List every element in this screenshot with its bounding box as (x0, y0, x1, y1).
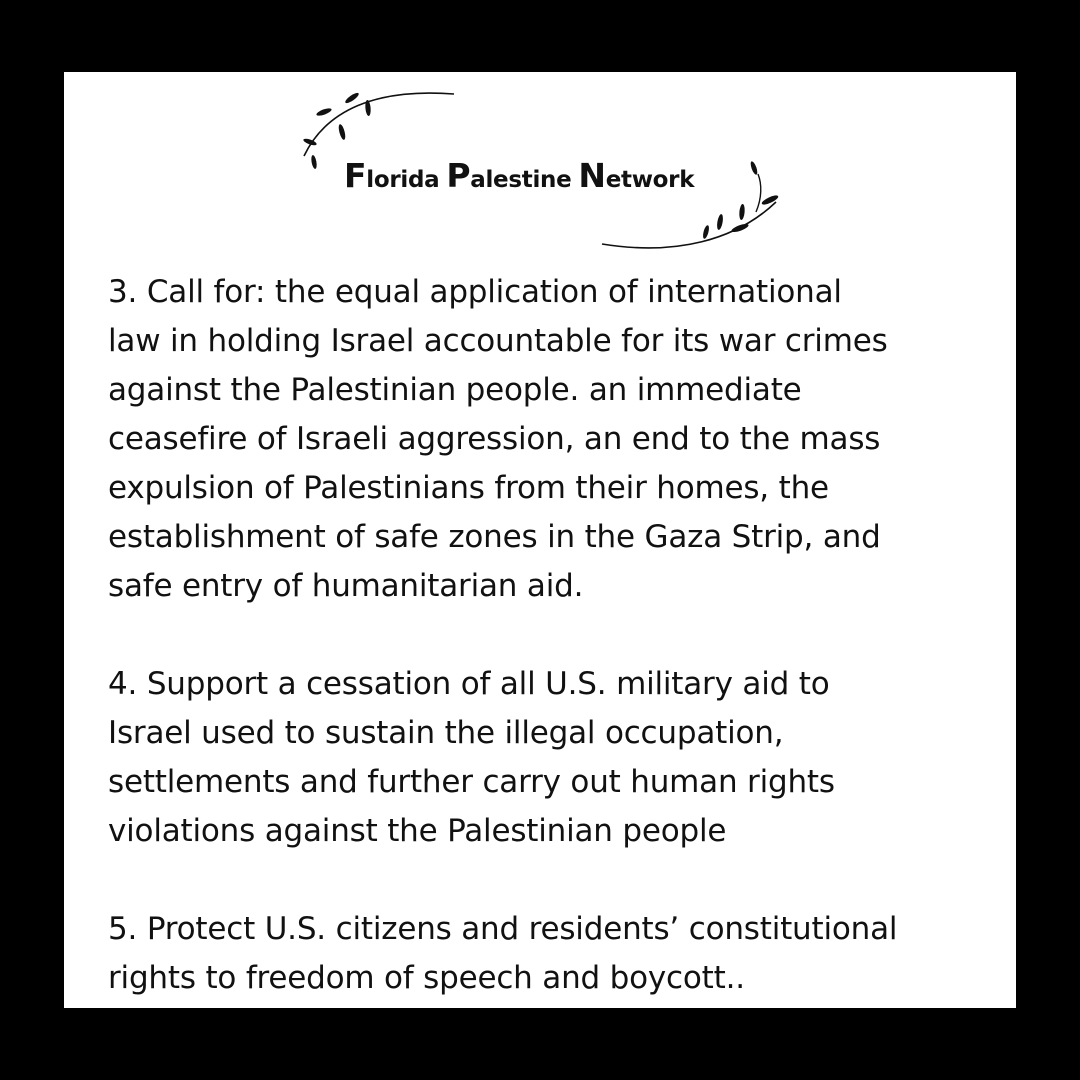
content-card (64, 72, 1016, 1008)
logo-wordmark (344, 156, 694, 195)
demand-paragraph-5: 5. Protect U.S. citizens and residents’ constitutional rights to freedom of speech and boycott.. (108, 911, 898, 996)
logo-word-2-rest: alestine (470, 167, 572, 193)
logo (296, 80, 788, 260)
demands-list (108, 268, 978, 1008)
logo-word-3-rest: etwork (605, 167, 695, 193)
logo-word-1-rest: lorida (366, 167, 440, 193)
logo-word-3-initial: N (578, 156, 606, 195)
demand-paragraph-4: 4. Support a cessation of all U.S. military aid to Israel used to sustain the illegal occupation, settlements and further carry out human rights violations against the Palestinian people (108, 666, 835, 849)
demand-paragraph-3: 3. Call for: the equal application of international law in holding Israel accountable for its war crimes against the Palestinian people. an immediate ceasefire of Israeli aggression, an end to the mass expulsion of Palestinians from their homes, the establishment of safe zones in the Gaza Strip, and safe entry of humanitarian aid. (108, 274, 888, 604)
logo-word-1-initial: F (344, 156, 367, 195)
logo-word-2-initial: P (446, 156, 471, 195)
